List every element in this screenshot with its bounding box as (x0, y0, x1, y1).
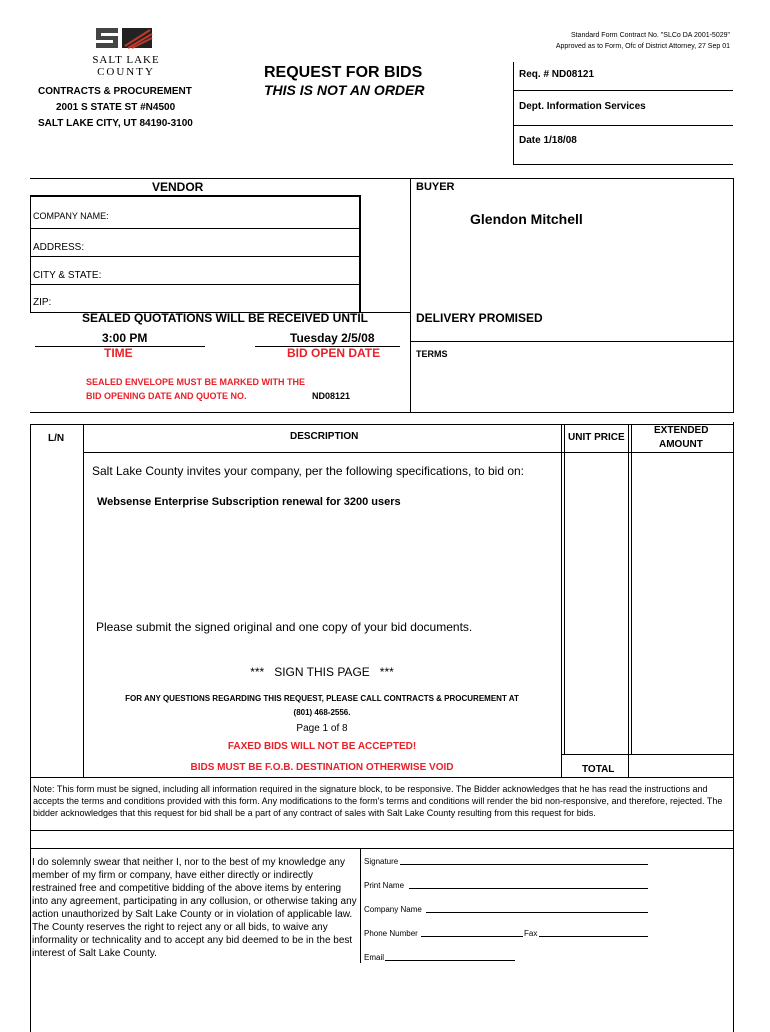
logo-line-1: SALT LAKE (92, 54, 160, 66)
signature-label: Signature (364, 857, 399, 866)
request-date: Date 1/18/08 (519, 135, 577, 146)
envelope-line-2: BID OPENING DATE AND QUOTE NO. (86, 391, 247, 401)
county-logo (86, 24, 166, 80)
contract-line-1: Standard Form Contract No. "SLCo DA 2001-5029" (570, 32, 730, 39)
intro-text: Salt Lake County invites your company, per the following specifications, to bid on: (92, 464, 525, 478)
quote-number: ND08121 (312, 391, 351, 401)
column-amount: AMOUNT (659, 439, 703, 450)
address-label: ADDRESS: (33, 242, 85, 253)
org-name: CONTRACTS & PROCUREMENT (38, 86, 192, 97)
bid-open-date-label: BID OPEN DATE (287, 346, 381, 360)
sealed-heading: SEALED QUOTATIONS WILL BE RECEIVED UNTIL (82, 311, 369, 325)
logo-line-2: COUNTY (97, 66, 155, 78)
company-name-label: COMPANY NAME: (33, 211, 109, 221)
envelope-line-1: SEALED ENVELOPE MUST BE MARKED WITH THE (86, 377, 306, 387)
questions-line-2: (801) 468-2556. (293, 708, 351, 717)
bid-date: Tuesday 2/5/08 (290, 331, 375, 345)
questions-line-1: FOR ANY QUESTIONS REGARDING THIS REQUEST, PLEASE CALL CONTRACTS & PROCUREMENT AT (125, 694, 519, 703)
total-label: TOTAL (582, 764, 615, 775)
time-label: TIME (104, 346, 133, 360)
company-name-sig-label: Company Name (364, 905, 422, 914)
page-title: REQUEST FOR BIDS (264, 64, 423, 81)
column-unit-price: UNIT PRICE (568, 432, 625, 443)
org-street: 2001 S STATE ST #N4500 (56, 102, 176, 113)
item-description: Websense Enterprise Subscription renewal for 3200 users (97, 496, 401, 508)
faxed-warning: FAXED BIDS WILL NOT BE ACCEPTED! (227, 741, 417, 752)
county-logo-mark (92, 24, 158, 52)
request-number: Req. # ND08121 (519, 69, 595, 80)
email-label: Email (364, 953, 385, 962)
org-city: SALT LAKE CITY, UT 84190-3100 (38, 118, 193, 129)
buyer-header: BUYER (416, 181, 455, 193)
page-number: Page 1 of 8 (296, 723, 348, 734)
buyer-name: Glendon Mitchell (470, 211, 583, 227)
terms-note: Note: This form must be signed, including all information required in the signature block, to be responsive. The Bidder acknowledges that he has read the instructions and accepts the terms and conditions provided with this form. Any modifications to the form's terms and conditions will render the bid non-responsive, and therefore, rejected. The bidder acknowledges that this request for bid shall be a part of any contract of sales with Salt Lake County resulting from this request for bids. (33, 784, 723, 818)
sign-this-page: *** SIGN THIS PAGE *** (250, 665, 394, 679)
phone-label: Phone Number (364, 929, 418, 938)
oath-text: I do solemnly swear that neither I, nor to the best of my knowledge any member of my firm or company, have either directly or indirectly restrained free and competitive bidding of the above items by entering into any agreement, participating in any collusion, or otherwise taking any action unauthorized by Salt Lake County or in violation of applicable law. The County reserves the right to reject any or all bids, to waive any informality or technicality and to accept any bid deemed to be in the best interest of Salt Lake County. (32, 857, 357, 959)
vendor-header: VENDOR (152, 180, 204, 194)
delivery-header: DELIVERY PROMISED (416, 311, 543, 325)
column-ln: L/N (48, 433, 65, 444)
column-description: DESCRIPTION (290, 431, 359, 442)
fob-warning: BIDS MUST BE F.O.B. DESTINATION OTHERWISE VOID (190, 762, 454, 773)
contract-line-2: Approved as to Form, Ofc of District Attorney, 27 Sep 01 (555, 43, 730, 50)
terms-label: TERMS (416, 349, 448, 359)
fax-label: Fax (524, 929, 538, 938)
column-extended: EXTENDED (654, 425, 709, 436)
page-subtitle: THIS IS NOT AN ORDER (264, 82, 425, 98)
department: Dept. Information Services (519, 101, 646, 112)
submit-text: Please submit the signed original and one copy of your bid documents. (96, 620, 473, 634)
print-name-label: Print Name (364, 881, 405, 890)
city-state-label: CITY & STATE: (33, 270, 102, 281)
bid-time: 3:00 PM (102, 331, 148, 345)
zip-label: ZIP: (33, 297, 52, 308)
